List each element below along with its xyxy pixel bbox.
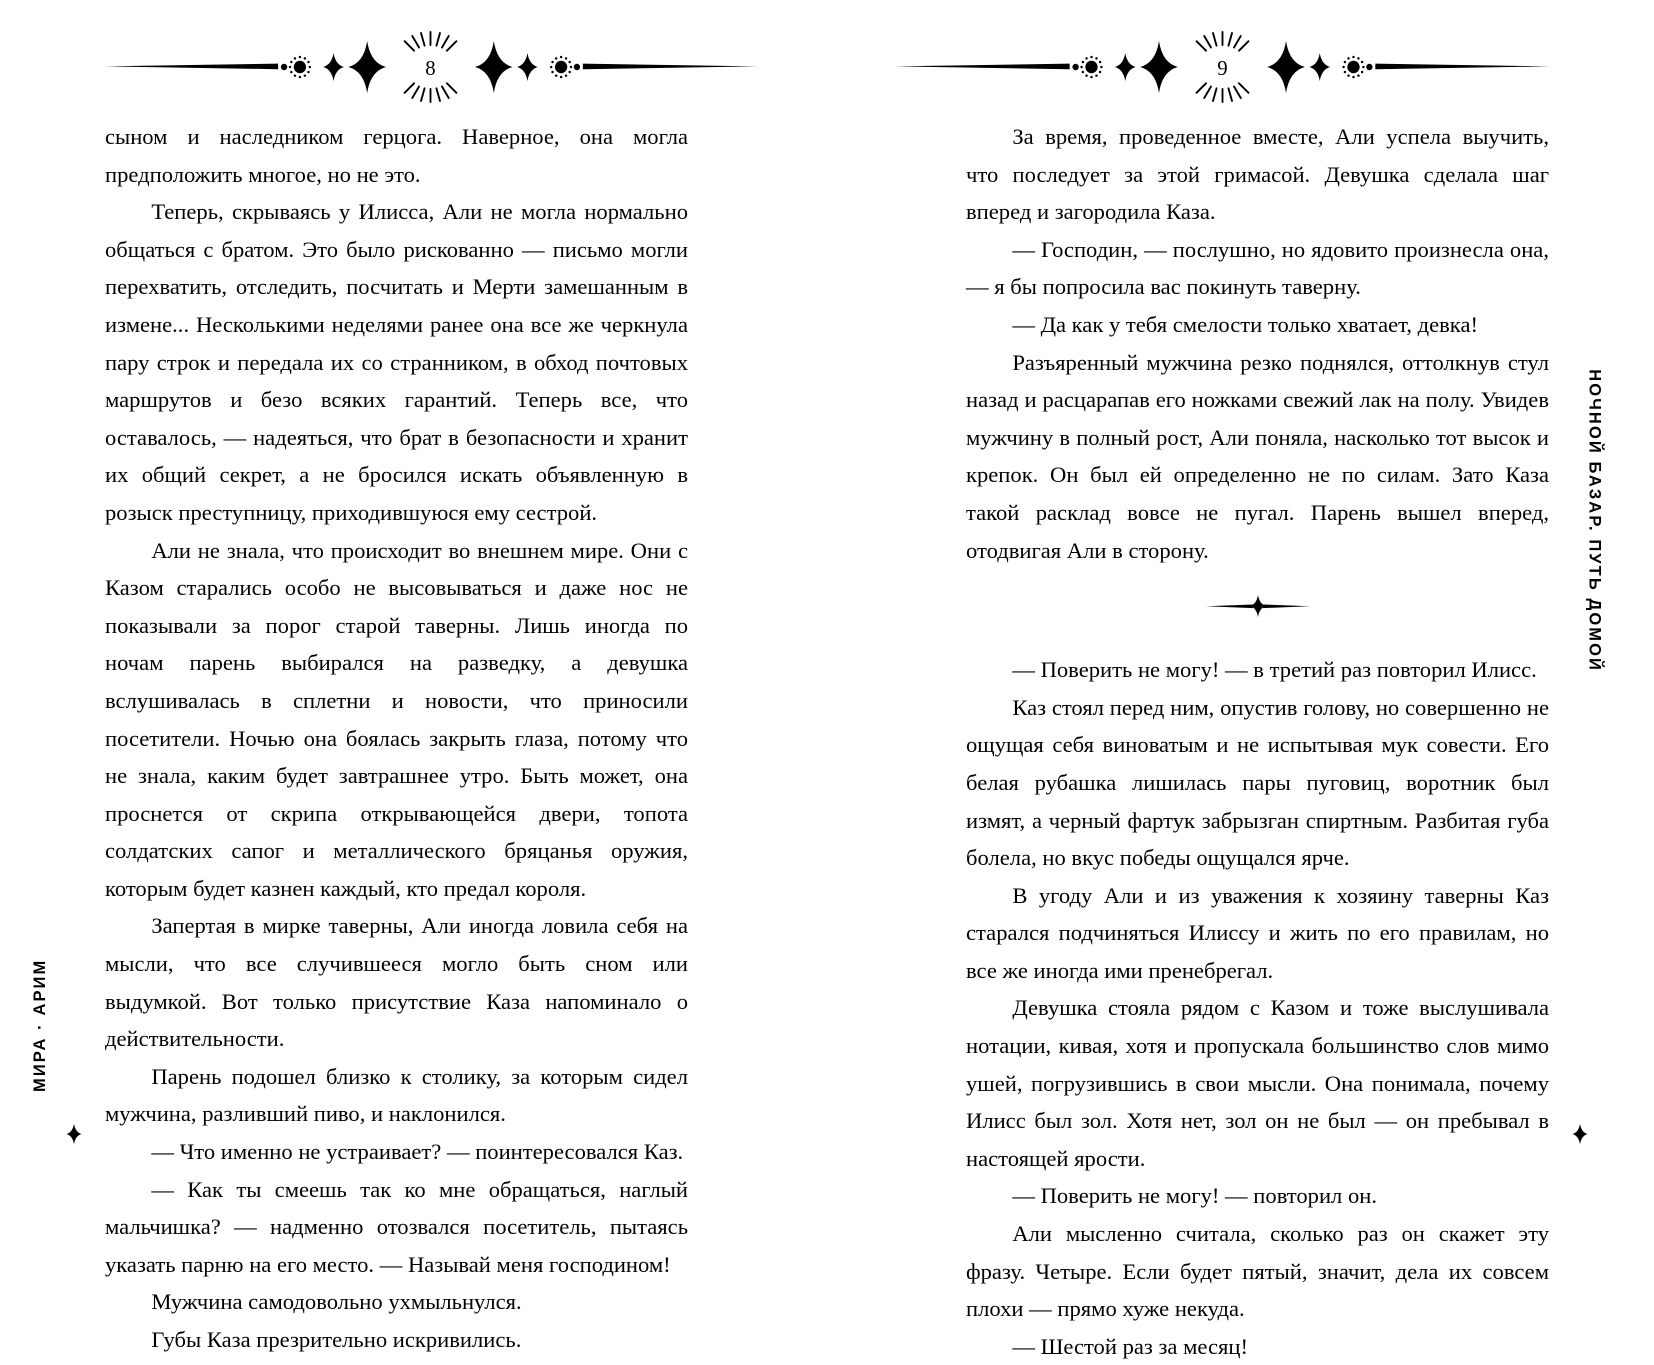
paragraph: Запертая в мирке таверны, Али иногда ловила себя на мысли, что все случившееся могло быть сном или выдумкой. Вот только присутствие Каза напоминало о действительности. xyxy=(105,913,688,1052)
page-left xyxy=(0,0,827,1352)
running-side-title-left: МИРА · АРИМ xyxy=(31,958,49,1092)
paragraph-dialogue: — Что именно не устраивает? — поинтересовался Каз. xyxy=(151,1139,684,1165)
scene-divider-ornament xyxy=(966,591,1549,621)
header-ornament-right xyxy=(895,24,1550,110)
paragraph: Девушка стояла рядом с Казом и тоже выслушивала нотации, кивая, хотя и пропускала большинство слов мимо ушей, погрузившись в свои мысли. Она понимала, почему Илисс был зол. Хотя нет, зол он не был — он пребывал в настоящей ярости. xyxy=(966,995,1549,1171)
running-side-title-right: НОЧНОЙ БАЗАР. ПУТЬ ДОМОЙ xyxy=(1586,369,1604,672)
folio-number-left: 8 xyxy=(425,55,436,81)
paragraph-dialogue: — Как ты смеешь так ко мне обращаться, наглый мальчишка? — надменно отозвался посетитель, пытаясь указать парню на его место. — Называй меня господином! xyxy=(105,1176,688,1277)
paragraph-dialogue: — Шестой раз за месяц! xyxy=(1012,1333,1249,1359)
paragraph: Али не знала, что происходит во внешнем мире. Они с Казом старались особо не высовываться и даже нос не показывали за порог старой таверны. Лишь иногда по ночам парень выбирался на разведку, а девушка вслушивалась в сплетни и новости, что приносили посетители. Ночью она боялась закрыть глаза, потому что не знала, каким будет завтрашнее утро. Быть может, она проснется от скрипа открывающейся двери, топота солдатских сапог и металлического бряцанья оружия, которым будет казнен каждый, кто предал короля. xyxy=(105,537,688,901)
paragraph: сыном и наследником герцога. Наверное, она могла предположить многое, но не это. xyxy=(105,124,688,187)
paragraph: Каз стоял перед ним, опустив голову, но совершенно не ощущая себя виноватым и не испытывая мук совести. Его белая рубашка лишилась пары пуговиц, воротник был измят, а черный фартук забрызган спиртным. Разбитая губа болела, но вкус победы ощущался ярче. xyxy=(966,694,1549,871)
paragraph: Али мысленно считала, сколько раз он скажет эту фразу. Четыре. Если будет пятый, значит, дела их совсем плохи — прямо хуже некуда. xyxy=(966,1221,1549,1322)
paragraph-dialogue: — Поверить не могу! — повторил он. xyxy=(1012,1183,1378,1209)
paragraph-dialogue: — Поверить не могу! — в третий раз повторил Илисс. xyxy=(1012,657,1537,683)
corner-star-icon-left xyxy=(63,1123,85,1145)
folio-number-right: 9 xyxy=(1217,55,1228,81)
body-text-right xyxy=(966,118,1549,1365)
paragraph: За время, проведенное вместе, Али успела выучить, что последует за этой гримасой. Девушка сделала шаг вперед и загородила Каза. xyxy=(966,124,1549,225)
paragraph: Мужчина самодовольно ухмыльнулся. xyxy=(151,1289,522,1315)
paragraph: В угоду Али и из уважения к хозяину таверны Каз старался подчиняться Илиссу и жить по его правилам, но все же иногда ими пренебрегал. xyxy=(966,882,1549,983)
corner-star-icon-right xyxy=(1569,1123,1591,1145)
paragraph-dialogue: — Господин, — послушно, но ядовито произнесла она, — я бы попросила вас покинуть таверну. xyxy=(966,236,1549,300)
paragraph: Парень подошел близко к столику, за которым сидел мужчина, разливший пиво, и наклонился. xyxy=(105,1063,688,1127)
page-right xyxy=(827,0,1654,1359)
header-ornament-left xyxy=(104,24,757,110)
paragraph: Губы Каза презрительно искривились. xyxy=(151,1327,522,1352)
paragraph-dialogue: — Да как у тебя смелости только хватает, девка! xyxy=(1012,311,1478,337)
body-text-left xyxy=(105,118,688,1359)
paragraph: Теперь, скрываясь у Илисса, Али не могла нормально общаться с братом. Это было рискованно — письмо могли перехватить, отследить, посчитать и Мерти замешанным в измене... Несколькими неделями ранее она все же черкнула пару строк и передала их со странником, в обход почтовых маршрутов и безо всяких гарантий. Теперь все, что оставалось, — надеяться, что брат в безопасности и хранит их общий секрет, а не бросился искать объявленную в розыск преступницу, приходившуюся ему сестрой. xyxy=(105,199,688,525)
paragraph: Разъяренный мужчина резко поднялся, оттолкнув стул назад и расцарапав его ножками свежий лак на полу. Увидев мужчину в полный рост, Али поняла, насколько тот высок и крепок. Он был ей определенно не по силам. Зато Каза такой расклад вовсе не пугал. Парень вышел вперед, отодвигая Али в сторону. xyxy=(966,349,1549,563)
